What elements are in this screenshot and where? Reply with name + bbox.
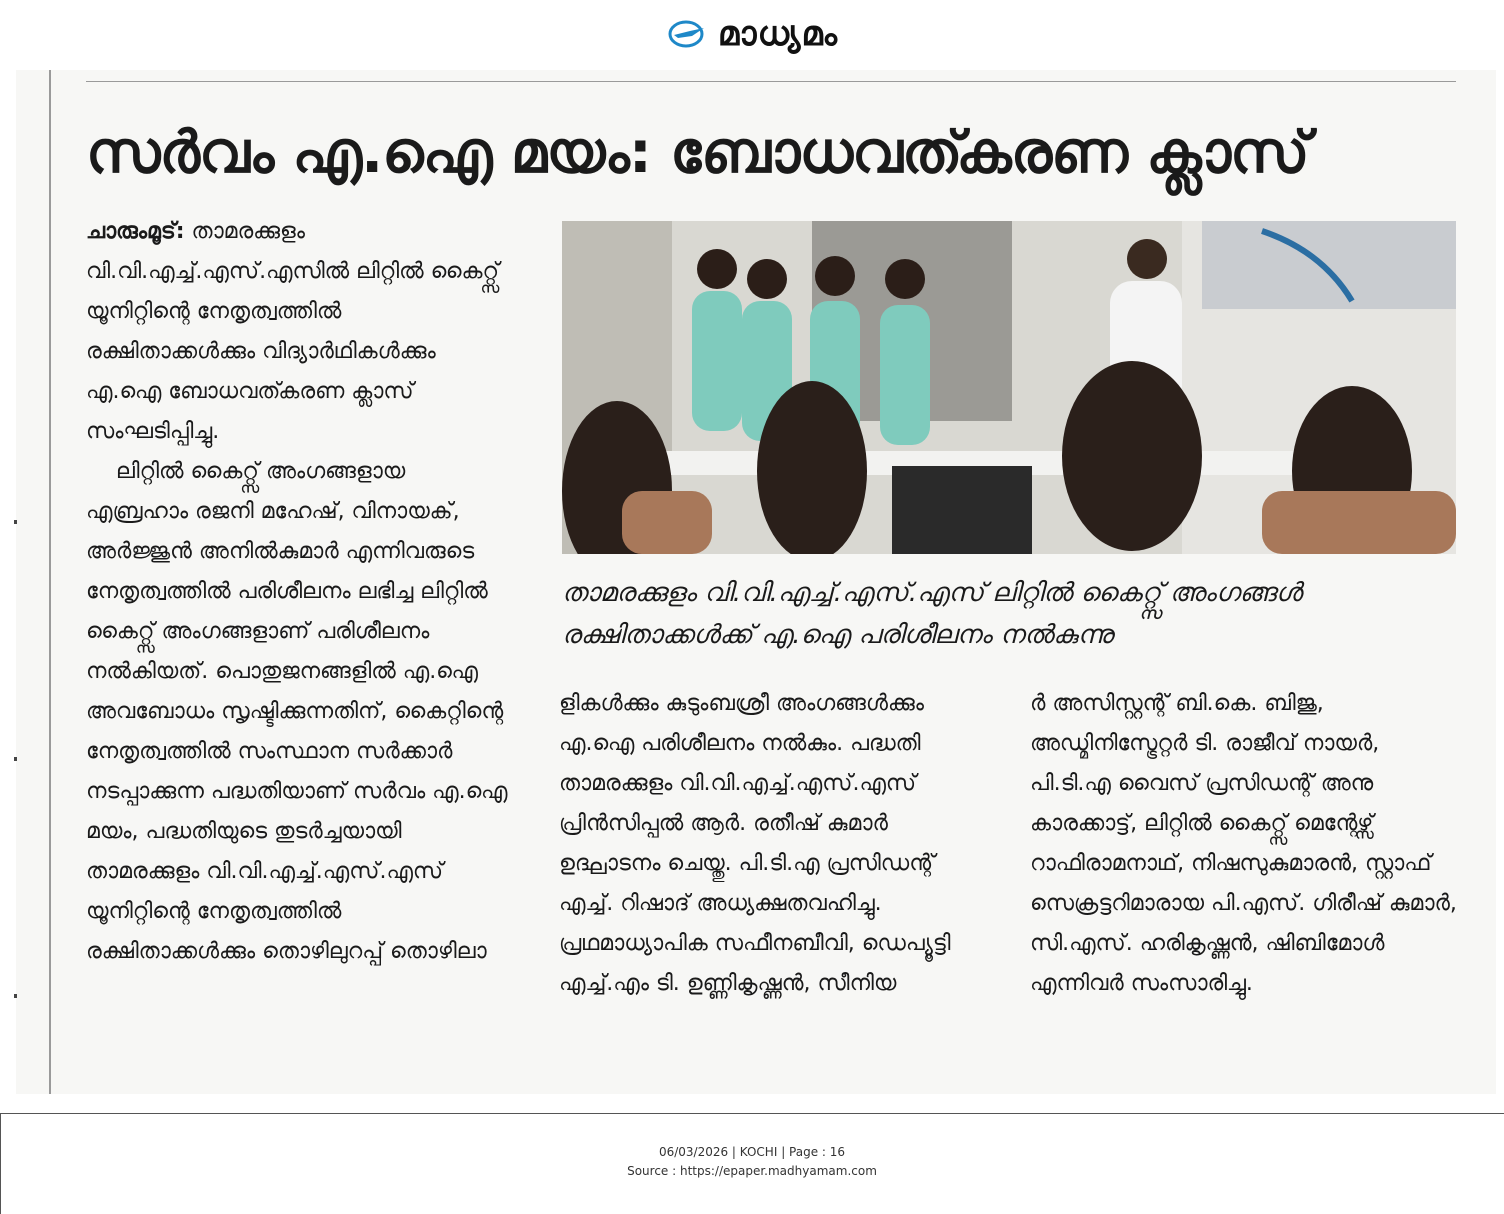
- article-column-2: [559, 684, 987, 1004]
- page-footer: [0, 1143, 1504, 1181]
- article-paragraph-4: ർ അസിസ്റ്റന്റ് ബി.കെ. ബിജു, അഡ്മിനിസ്ട്രേറ്റർ ടി. രാജീവ് നായർ, പി.ടി.എ വൈസ് പ്രസിഡന്റ് അനു കാരക്കാട്ട്, ലിറ്റിൽ കൈറ്റ്സ് മെന്റേഴ്സ് റാഫിരാമനാഥ്, നിഷസുകുമാരൻ, സ്റ്റാഫ് സെക്രട്ടറിമാരായ പി.എസ്. ഗിരീഷ് കുമാർ, സി.എസ്. ഹരികൃഷ്ണൻ, ഷിബിമോൾ എന്നിവർ സംസാരിച്ചു.: [1030, 691, 1457, 996]
- source-link: Source : https://epaper.madhyamam.com: [627, 1164, 877, 1178]
- column-rule: [49, 70, 51, 1094]
- edition-info: 06/03/2026 | KOCHI | Page : 16: [658, 1145, 846, 1159]
- scan-mark: [14, 757, 17, 761]
- article-column-3: [1030, 684, 1458, 1004]
- article-column-1: [86, 212, 514, 972]
- article-paragraph-2: ലിറ്റിൽ കൈറ്റ്സ് അംഗങ്ങളായ എബ്രഹാം രജനി മഹേഷ്, വിനായക്, അർജ്ജുൻ അനിൽകുമാർ എന്നിവരുടെ നേതൃത്വത്തിൽ പരിശീലനം ലഭിച്ച ലിറ്റിൽ കൈറ്റ്സ് അംഗങ്ങളാണ് പരിശീലനം നൽകിയത്. പൊതുജനങ്ങളിൽ എ.ഐ അവബോധം സൃഷ്ടിക്കുന്നതിന്, കൈറ്റിന്റെ നേതൃത്വത്തിൽ സംസ്ഥാന സർക്കാർ നടപ്പാക്കുന്ന പദ്ധതിയാണ് സർവം എ.ഐ മയം, പദ്ധതിയുടെ തുടർച്ചയായി താമരക്കുളം വി.വി.എച്ച്.എസ്.എസ് യൂനിറ്റിന്റെ നേതൃത്വത്തിൽ രക്ഷിതാക്കൾക്കും തൊഴിലുറപ്പ് തൊഴിലാ: [86, 459, 508, 964]
- bird-icon: [666, 19, 710, 49]
- article-paragraph-1: [86, 212, 514, 452]
- top-rule: [86, 81, 1456, 82]
- masthead: [0, 0, 1504, 68]
- newspaper-brand: മാധ്യമം: [717, 14, 839, 54]
- article-headline: സർവം എ.ഐ മയം: ബോധവത്കരണ ക്ലാസ്: [86, 118, 1309, 186]
- article-paragraph-3: ളികൾക്കും കുടുംബശ്രീ അംഗങ്ങൾക്കും എ.ഐ പരിശീലനം നൽകും. പദ്ധതി താമരക്കുളം വി.വി.എച്ച്.എസ്.എസ് പ്രിൻസിപ്പൽ ആർ. രതീഷ് കുമാർ ഉദ്ഘാടനം ചെയ്തു. പി.ടി.എ പ്രസിഡന്റ് എച്ച്. റിഷാദ് അധ്യക്ഷതവഹിച്ചു. പ്രഥമാധ്യാപിക സഫീനബീവി, ഡെപ്യൂട്ടി എച്ച്.എം ടി. ഉണ്ണികൃഷ്ണൻ, സീനിയ: [559, 691, 951, 996]
- scan-mark: [14, 994, 17, 998]
- photo-caption: താമരക്കുളം വി.വി.എച്ച്.എസ്.എസ് ലിറ്റിൽ കൈറ്റ്സ് അംഗങ്ങൾ രക്ഷിതാക്കൾക്ക് എ.ഐ പരിശീലനം നൽകുന്നു: [562, 578, 1302, 650]
- lead-text: താമരക്കുളം വി.വി.എച്ച്.എസ്.എസിൽ ലിറ്റിൽ കൈറ്റ്സ് യൂനിറ്റിന്റെ നേതൃത്വത്തിൽ രക്ഷിതാക്കൾക്കും വിദ്യാർഥികൾക്കും എ.ഐ ബോധവത്കരണ ക്ലാസ് സംഘടിപ്പിച്ചു.: [86, 219, 500, 444]
- article-photo: [562, 221, 1456, 554]
- scan-mark: [14, 520, 17, 524]
- dateline: ചാരുംമൂട്:: [86, 219, 185, 244]
- footer-rule: [0, 1113, 1504, 1114]
